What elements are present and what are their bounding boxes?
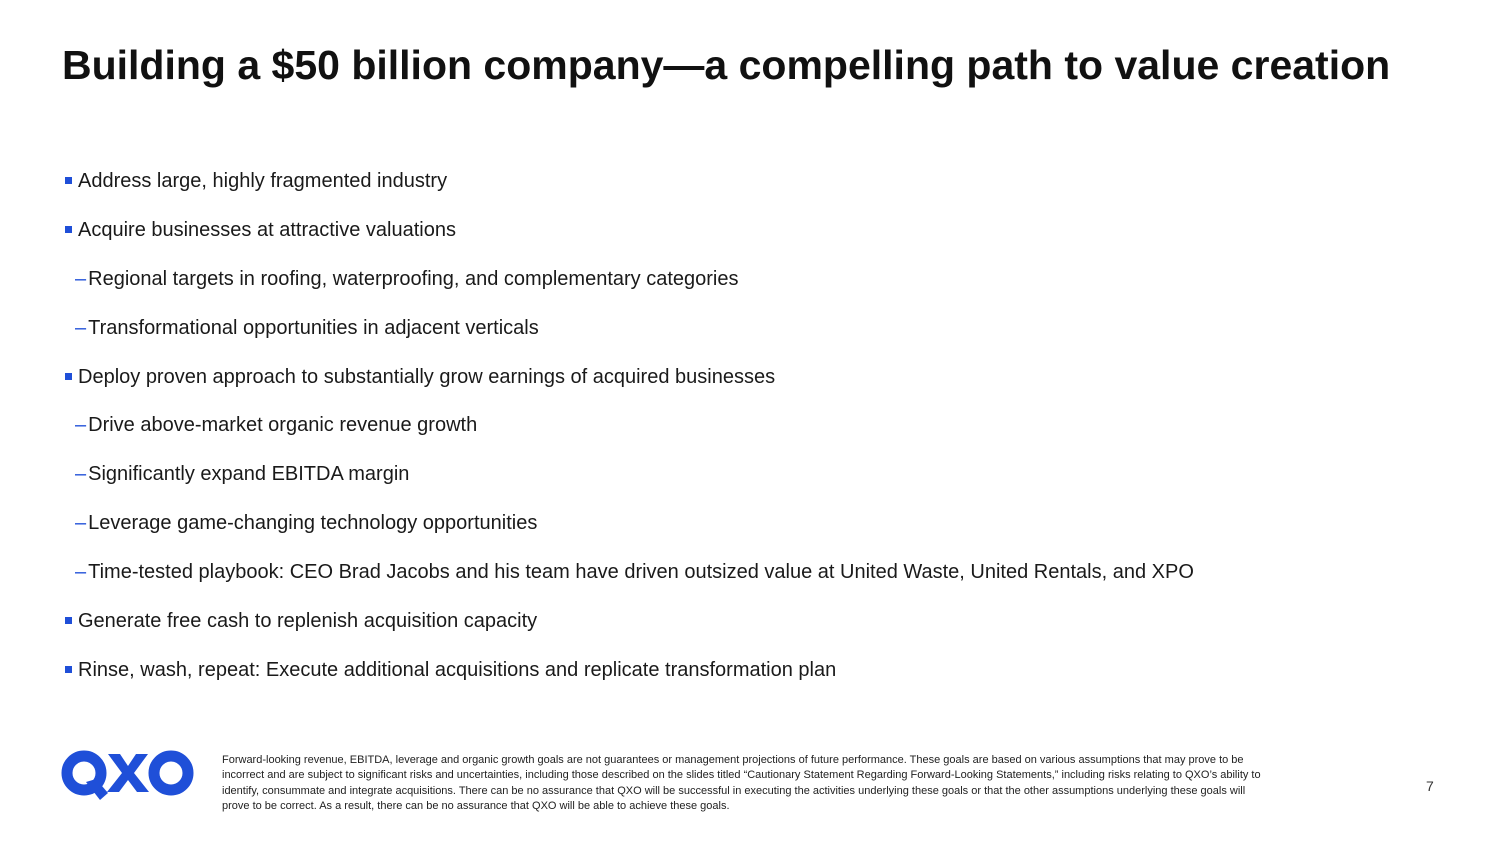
slide-title: Building a $50 billion company—a compelling path to value creation — [62, 42, 1391, 88]
list-item-text: Acquire businesses at attractive valuations — [78, 218, 456, 241]
forward-looking-disclaimer: Forward-looking revenue, EBITDA, leverage and organic growth goals are not guarantees or management projections of future performance. These goals are based on various assumptions that may prove to be incorrect and are subject to significant risks and uncertainties, including those described on the slides titled “Cautionary Statement Regarding Forward-Looking Statements,” including risks relating to QXO’s ability to identify, consummate and integrate acquisitions. There can be no assurance that QXO will be successful in executing the activities underlying these goals or that the other assumptions underlying these goals will prove to be correct. As a result, there can be no assurance that QXO will be able to achieve these goals. — [222, 754, 1261, 813]
list-item-text: Deploy proven approach to substantially grow earnings of acquired businesses — [78, 365, 776, 388]
list-item-text: Rinse, wash, repeat: Execute additional acquisitions and replicate transformation plan — [78, 658, 837, 681]
dash-bullet-icon: – — [75, 561, 87, 584]
list-item — [62, 206, 1442, 255]
square-bullet-icon — [65, 666, 72, 673]
list-item — [62, 646, 1442, 695]
dash-bullet-icon: – — [75, 267, 87, 290]
list-item — [62, 597, 1442, 646]
list-item-text: Address large, highly fragmented industry — [78, 169, 448, 192]
sub-list-item — [62, 255, 1442, 304]
page-number: 7 — [1426, 778, 1434, 794]
qxo-logo-icon — [60, 746, 196, 804]
dash-bullet-icon: – — [75, 414, 87, 437]
qxo-logo — [60, 746, 196, 804]
sub-list-item-text: Significantly expand EBITDA margin — [88, 463, 410, 486]
dash-bullet-icon: – — [75, 512, 87, 535]
dash-bullet-icon: – — [75, 316, 87, 339]
sub-list-item — [62, 304, 1442, 353]
bullet-list — [62, 157, 1442, 695]
sub-list-item-text: Regional targets in roofing, waterproofing, and complementary categories — [88, 267, 739, 290]
sub-list-item-text: Leverage game-changing technology opportunities — [88, 512, 538, 535]
square-bullet-icon — [65, 226, 72, 233]
sub-list-item-text: Drive above-market organic revenue growth — [88, 414, 478, 437]
list-item — [62, 157, 1442, 206]
sub-list-item — [62, 548, 1442, 597]
sub-list-item-text: Time-tested playbook: CEO Brad Jacobs and his team have driven outsized value at United Waste, United Rentals, and XPO — [88, 561, 1194, 584]
square-bullet-icon — [65, 617, 72, 624]
sub-list-item-text: Transformational opportunities in adjacent verticals — [88, 316, 539, 339]
dash-bullet-icon: – — [75, 463, 87, 486]
list-item-text: Generate free cash to replenish acquisition capacity — [78, 609, 538, 632]
sub-list-item — [62, 499, 1442, 548]
sub-list-item — [62, 450, 1442, 499]
list-item — [62, 353, 1442, 402]
square-bullet-icon — [65, 373, 72, 380]
sub-list-item — [62, 401, 1442, 450]
square-bullet-icon — [65, 177, 72, 184]
